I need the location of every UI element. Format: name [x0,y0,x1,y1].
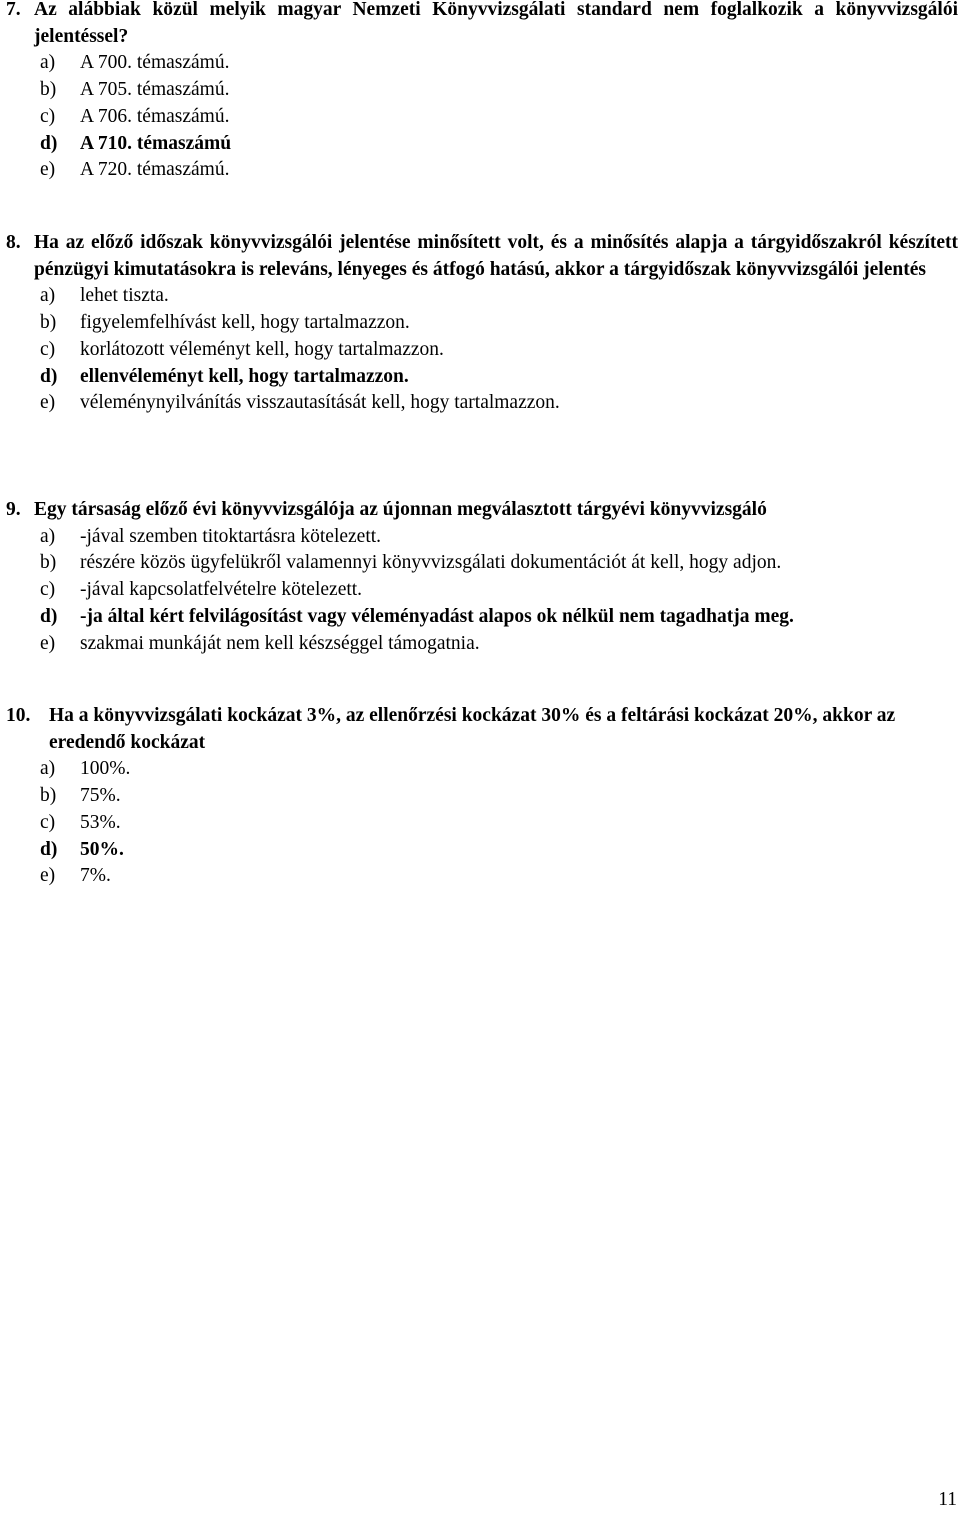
question-9-header [6,497,958,524]
question-number: 10. [6,705,31,726]
option-text: véleménynyilvánítás visszautasítását kell, hogy tartalmazzon. [80,392,560,414]
question-7 [6,0,958,184]
option-text: részére közös ügyfelükről valamennyi könyvvizsgálati dokumentációt át kell, hogy adjon. [80,552,782,574]
option-letter: a) [40,758,56,780]
question-9 [6,497,958,657]
answer-option-d-correct [40,837,958,864]
question-text: Ha a könyvvizsgálati kockázat 3%, az ellenőrzési kockázat 30% és a feltárási kockázat 20%, akkor az eredendő kockázat [49,705,896,753]
option-text: 75%. [80,785,121,807]
option-letter: d) [40,838,58,860]
option-letter: c) [40,105,56,127]
option-text: 7%. [80,865,111,887]
option-letter: c) [40,811,56,833]
answer-option-b [40,783,958,810]
answer-option-a [40,756,958,783]
answer-option-b [40,77,958,104]
option-letter: a) [40,285,56,307]
option-text: 53%. [80,811,121,833]
option-text: szakmai munkáját nem kell készséggel támogatnia. [80,632,480,654]
answer-options [6,283,958,417]
question-10-header [6,703,958,756]
question-number: 9. [6,499,21,520]
answer-option-a [40,50,958,77]
answer-option-b [40,310,958,337]
option-letter: d) [40,605,58,627]
option-letter: d) [40,365,58,387]
question-8 [6,230,958,417]
option-letter: c) [40,579,56,601]
answer-option-e [40,863,958,890]
option-letter: e) [40,632,56,654]
answer-option-c [40,810,958,837]
option-letter: b) [40,312,57,334]
option-letter: d) [40,132,58,154]
option-text: -ja által kért felvilágosítást vagy véleményadást alapos ok nélkül nem tagadhatja meg. [80,605,794,627]
answer-options [6,50,958,184]
option-text: A 705. témaszámú. [80,79,230,101]
question-8-header [6,230,958,283]
question-7-header [6,0,958,50]
question-text: Az alábbiak közül melyik magyar Nemzeti Könyvvizsgálati standard nem foglalkozik a könyvvizsgálói jelentéssel? [34,0,958,47]
option-letter: a) [40,525,56,547]
question-10 [6,703,958,890]
answer-option-c [40,337,958,364]
option-text: ellenvéleményt kell, hogy tartalmazzon. [80,365,409,387]
question-text: Egy társaság előző évi könyvvizsgálója az újonnan megválasztott tárgyévi könyvvizsgáló [34,499,767,520]
option-text: 50%. [80,838,124,860]
question-text: Ha az előző időszak könyvvizsgálói jelentése minősített volt, és a minősítés alapja a tárgyidőszakról készített pénzügyi kimutatásokra is releváns, lényeges és átfogó hatású, akkor a tárgyidőszak könyvvizsgálói jelentés [34,232,958,280]
option-text: A 720. témaszámú. [80,159,230,181]
option-letter: b) [40,552,57,574]
option-text: -jával kapcsolatfelvételre kötelezett. [80,579,363,601]
answer-option-d-correct [40,131,958,158]
option-text: 100%. [80,758,131,780]
answer-option-e [40,390,958,417]
answer-options [6,524,958,658]
option-text: korlátozott véleményt kell, hogy tartalmazzon. [80,338,444,360]
option-text: lehet tiszta. [80,285,169,307]
answer-option-c [40,577,958,604]
option-letter: b) [40,785,57,807]
option-letter: b) [40,79,57,101]
option-letter: e) [40,392,56,414]
question-number: 7. [6,0,21,20]
option-text: A 710. témaszámú [80,132,232,154]
question-number: 8. [6,232,21,253]
option-letter: c) [40,338,56,360]
answer-option-d-correct [40,364,958,391]
answer-option-c [40,104,958,131]
answer-option-a [40,283,958,310]
option-text: A 700. témaszámú. [80,52,230,74]
answer-option-d-correct [40,604,958,631]
answer-option-a [40,524,958,551]
option-letter: e) [40,159,56,181]
option-text: figyelemfelhívást kell, hogy tartalmazzon. [80,312,410,334]
option-text: -jával szemben titoktartásra kötelezett. [80,525,382,547]
option-letter: a) [40,52,56,74]
answer-option-e [40,631,958,658]
answer-option-e [40,157,958,184]
answer-options [6,756,958,890]
page-number: 11 [938,1489,957,1510]
answer-option-b [40,550,958,577]
option-text: A 706. témaszámú. [80,105,230,127]
option-letter: e) [40,865,56,887]
